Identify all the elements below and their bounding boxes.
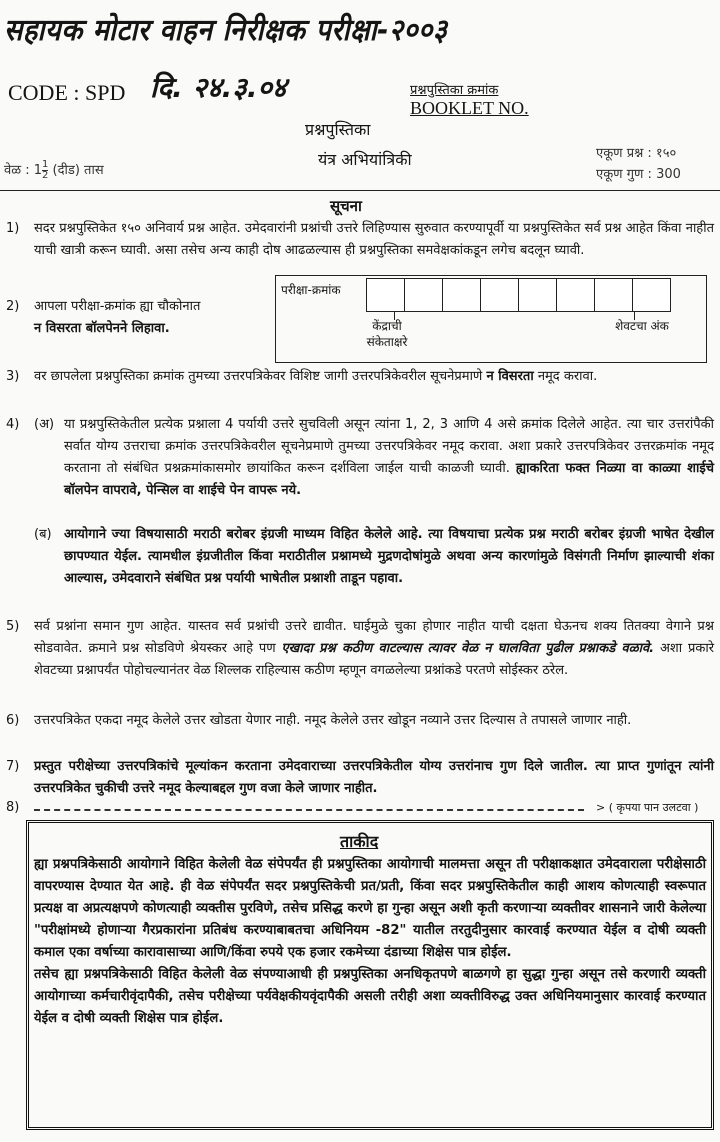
- instruction-8: 8) > ( कृपया पान उलटवा ): [6, 800, 699, 815]
- instruction-2: 2) आपला परीक्षा-क्रमांक ह्या चौकोनात न विसरता बॉलपेनने लिहावा.: [6, 299, 201, 336]
- last-digit-caption: शेवटचा अंक: [615, 319, 669, 333]
- exam-number-cell: [594, 278, 633, 312]
- exam-number-cell: [556, 278, 595, 312]
- total-marks: एकूण गुण : 300: [596, 167, 681, 182]
- handwritten-title: सहायक मोटार वाहन निरीक्षक परीक्षा-२००३: [4, 13, 448, 48]
- exam-number-cell: [442, 278, 481, 312]
- continuation-dashes: [34, 809, 584, 811]
- instruction-1: 1) सदर प्रश्नपुस्तिकेत १५० अनिवार्य प्रश्न आहेत. उमेदवारांनी प्रश्नांची उत्तरे लिहिण्यास सुरुवात करण्यापूर्वी या प्रश्नपुस्तिकेत सर्व प्रश्न आहेत किंवा नाहीत याची खात्री करून घ्यावी. असा तसेच अन्य काही दोष आढळल्यास ही प्रश्नपुस्तिका समवेक्षकांकडून लगेच बदलून घ्यावी.: [6, 221, 714, 258]
- exam-number-cell: [404, 278, 443, 312]
- instruction-4a: 4) (अ) या प्रश्नपुस्तिकेतील प्रत्येक प्रश्नाला 4 पर्यायी उत्तरे सुचविली असून त्यांना 1, 2, 3 आणि 4 असे क्रमांक दिलेले आहेत. त्या चार उत्तरांपैकी सर्वात योग्य उत्तराचा क्रमांक उत्तरपत्रिकेवरील सूचनेप्रमाणे तुमच्या उत्तरपत्रिकेवर नमूद करावा. अशा प्रकारे उत्तरपत्रिकेवर उत्तरक्रमांक नमूद करताना तो संबंधित प्रश्नक्रमांकासमोर छायांकित करून दर्शविला जाईल याची काळजी घ्यावी. ह्याकरिता फक्त निळ्या वा काळ्या शाईचे बॉलपेन वापरावे, पेन्सिल वा शाईचे पेन वापरू नये.: [6, 417, 714, 498]
- exam-number-cell: [480, 278, 519, 312]
- time-allowed: वेळ : $1\frac{1}{2}$ (दीड) तास: [4, 159, 104, 181]
- time-fraction: $\frac{1}{2}$: [42, 159, 49, 181]
- code-label: CODE : SPD: [8, 80, 126, 105]
- warning-title: ताकीद: [340, 832, 379, 851]
- warning-text: [34, 854, 706, 1030]
- exam-number-cell: [518, 278, 557, 312]
- instruction-4b: (ब) आयोगाने ज्या विषयासाठी मराठी बरोबर इंग्रजी माध्यम विहित केलेले आहे. त्या विषयाचा प्रत्येक प्रश्न मराठी बरोबर इंग्रजी भाषेत देखील छापण्यात येईल. त्यामधील इंग्रजीतील किंवा मराठीतील प्रश्नामध्ये मुद्रणदोषांमुळे अथवा अन्य कारणांमुळे विसंगती निर्माण झाल्याची शंका आल्यास, उमेदवाराने संबंधित प्रश्न पर्यायी भाषेतील प्रश्नाशी ताडून पहावा.: [34, 527, 714, 586]
- please-turn-over: > ( कृपया पान उलटवा ): [596, 801, 699, 814]
- booklet-number-label: BOOKLET NO.: [410, 98, 529, 118]
- warning-paragraph-1: ह्या प्रश्नपत्रिकेसाठी आयोगाने विहित केलेली वेळ संपेपर्यंत ही प्रश्नपुस्तिका आयोगाची मालमत्ता असून ती परीक्षाकक्षात उमेदवाराला परीक्षेसाठी वापरण्यास देण्यात येत आहे. ही वेळ संपेपर्यंत सदर प्रश्नपुस्तिकेची प्रत/प्रती, किंवा सदर प्रश्नपुस्तिकेतील काही आशय कोणत्याही स्वरूपात प्रत्यक्ष वा अप्रत्यक्षपणे कोणत्याही व्यक्तीस पुरविणे, तसेच प्रसिद्ध करणे हा गुन्हा असून अशी कृती करणाऱ्या व्यक्तीवर शासनाने जारी केलेल्या "परीक्षांमध्ये होणाऱ्या गैरप्रकारांना प्रतिबंध करण्याबाबतचा अधिनियम -82" यातील तरतुदीनुसार कारवाई करण्यात येईल व दोषी व्यक्ती कमाल एका वर्षाच्या कारावासाच्या आणि/किंवा रुपये एक हजार रकमेच्या दंडाच्या शिक्षेस पात्र होईल.: [34, 857, 706, 960]
- exam-number-cell: [366, 278, 405, 312]
- exam-number-cells: [366, 278, 670, 312]
- exam-number-cell: [632, 278, 671, 312]
- instruction-3: 3) वर छापलेला प्रश्नपुस्तिका क्रमांक तुमच्या उत्तरपत्रिकेवर विशिष्ट जागी उत्तरपत्रिकेवरील सूचनेप्रमाणे न विसरता नमूद करावा.: [6, 369, 598, 384]
- subject-title: यंत्र अभियांत्रिकी: [318, 150, 412, 169]
- booklet-heading: प्रश्नपुस्तिका: [305, 120, 371, 139]
- center-code-caption: केंद्राची संकेताक्षरे: [366, 319, 408, 349]
- booklet-number-label-marathi: प्रश्नपुस्तिका क्रमांक: [410, 83, 499, 98]
- handwritten-date: दि. २४.३.०४: [150, 71, 287, 104]
- instructions-title: सूचना: [330, 197, 362, 215]
- warning-paragraph-2: तसेच ह्या प्रश्नपत्रिकेसाठी विहित केलेली वेळ संपण्याआधी ही प्रश्नपुस्तिका अनधिकृतपणे बाळगणे हा सुद्धा गुन्हा असून तसे करणारी व्यक्ती आयोगाच्या कर्मचारीवृंदापैकी, तसेच परीक्षेच्या पर्यवेक्षकीयवृंदापैकी असली तरीही अशा व्यक्तीविरुद्ध उक्त अधिनियमानुसार कारवाई करण्यात येईल व दोषी व्यक्ती शिक्षेस पात्र होईल.: [34, 967, 706, 1026]
- instruction-5: 5) सर्व प्रश्नांना समान गुण आहेत. यास्तव सर्व प्रश्नांची उत्तरे द्यावीत. घाईमुळे चुका होणार नाहीत याची दक्षता घेऊनच शक्य तितक्या वेगाने प्रश्न सोडवावेत. क्रमाने प्रश्न सोडविणे श्रेयस्कर आहे पण एखादा प्रश्न कठीण वाटल्यास त्यावर वेळ न घालविता पुढील प्रश्नाकडे वळावे. अशा प्रकारे शेवटच्या प्रश्नापर्यंत पोहोचल्यानंतर वेळ शिल्लक राहिल्यास कठीण म्हणून वगळलेल्या प्रश्नांकडे परतणे सोईस्कर ठरेल.: [6, 619, 715, 678]
- exam-number-label: परीक्षा-क्रमांक: [281, 283, 341, 297]
- instruction-6: 6) उत्तरपत्रिकेत एकदा नमूद केलेले उत्तर खोडता येणार नाही. नमूद केलेले उत्तर खोडून नव्याने उत्तर दिल्यास ते तपासले जाणार नाही.: [6, 713, 632, 728]
- instruction-7: 7) प्रस्तुत परीक्षेच्या उत्तरपत्रिकांचे मूल्यांकन करताना उमेदवाराच्या उत्तरपत्रिकेतील योग्य उत्तरांनाच गुण दिले जातील. त्या प्राप्त गुणांतून त्यांनी उत्तरपत्रिकेत चुकीची उत्तरे नमूद केल्याबद्दल गुण वजा केले जाणार नाहीत.: [6, 759, 714, 796]
- header-divider: [0, 190, 720, 191]
- total-questions: एकूण प्रश्न : १५०: [596, 146, 677, 161]
